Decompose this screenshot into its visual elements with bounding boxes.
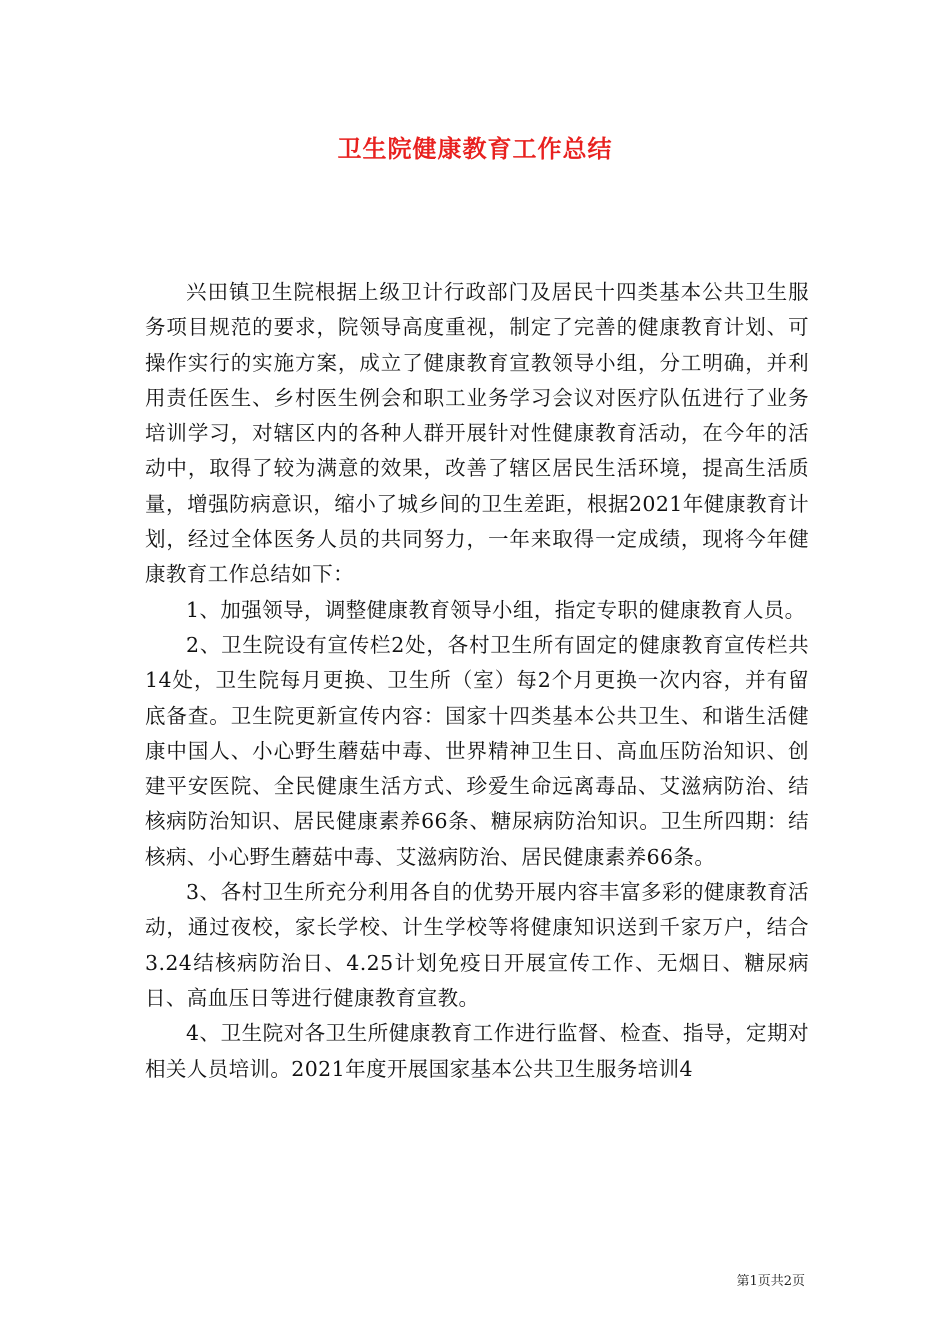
document-body [145,275,809,1087]
paragraph-item-2: 2、卫生院设有宣传栏2处，各村卫生所有固定的健康教育宣传栏共14处，卫生院每月更换、卫生所（室）每2个月更换一次内容，并有留底备查。卫生院更新宣传内容：国家十四类基本公共卫生、和谐生活健康中国人、小心野生蘑菇中毒、世界精神卫生日、高血压防治知识、创建平安医院、全民健康生活方式、珍爱生命远离毒品、艾滋病防治、结核病防治知识、居民健康素养66条、糖尿病防治知识。卫生所四期：结核病、小心野生蘑菇中毒、艾滋病防治、居民健康素养66条。 [145,632,809,869]
paragraph-intro: 兴田镇卫生院根据上级卫计行政部门及居民十四类基本公共卫生服务项目规范的要求，院领导高度重视，制定了完善的健康教育计划、可操作实行的实施方案，成立了健康教育宣教领导小组，分工明确，并利用责任医生、乡村医生例会和职工业务学习会议对医疗队伍进行了业务培训学习，对辖区内的各种人群开展针对性健康教育活动，在今年的活动中，取得了较为满意的效果，改善了辖区居民生活环境，提高生活质量，增强防病意识，缩小了城乡间的卫生差距，根据2021年健康教育计划，经过全体医务人员的共同努力，一年来取得一定成绩，现将今年健康教育工作总结如下： [145,280,809,587]
paragraph-item-1: 1、加强领导，调整健康教育领导小组，指定专职的健康教育人员。 [186,597,806,622]
paragraph-item-3: 3、各村卫生所充分利用各自的优势开展内容丰富多彩的健康教育活动，通过夜校，家长学校、计生学校等将健康知识送到千家万户，结合3.24结核病防治日、4.25计划免疫日开展宣传工作、无烟日、糖尿病日、高血压日等进行健康教育宣教。 [145,880,809,1010]
page-number-footer: 第1页共2页 [736,1274,805,1289]
paragraph-item-4: 4、卫生院对各卫生所健康教育工作进行监督、检查、指导，定期对相关人员培训。2021年度开展国家基本公共卫生服务培训4 [145,1021,809,1081]
document-title: 卫生院健康教育工作总结 [337,134,613,163]
